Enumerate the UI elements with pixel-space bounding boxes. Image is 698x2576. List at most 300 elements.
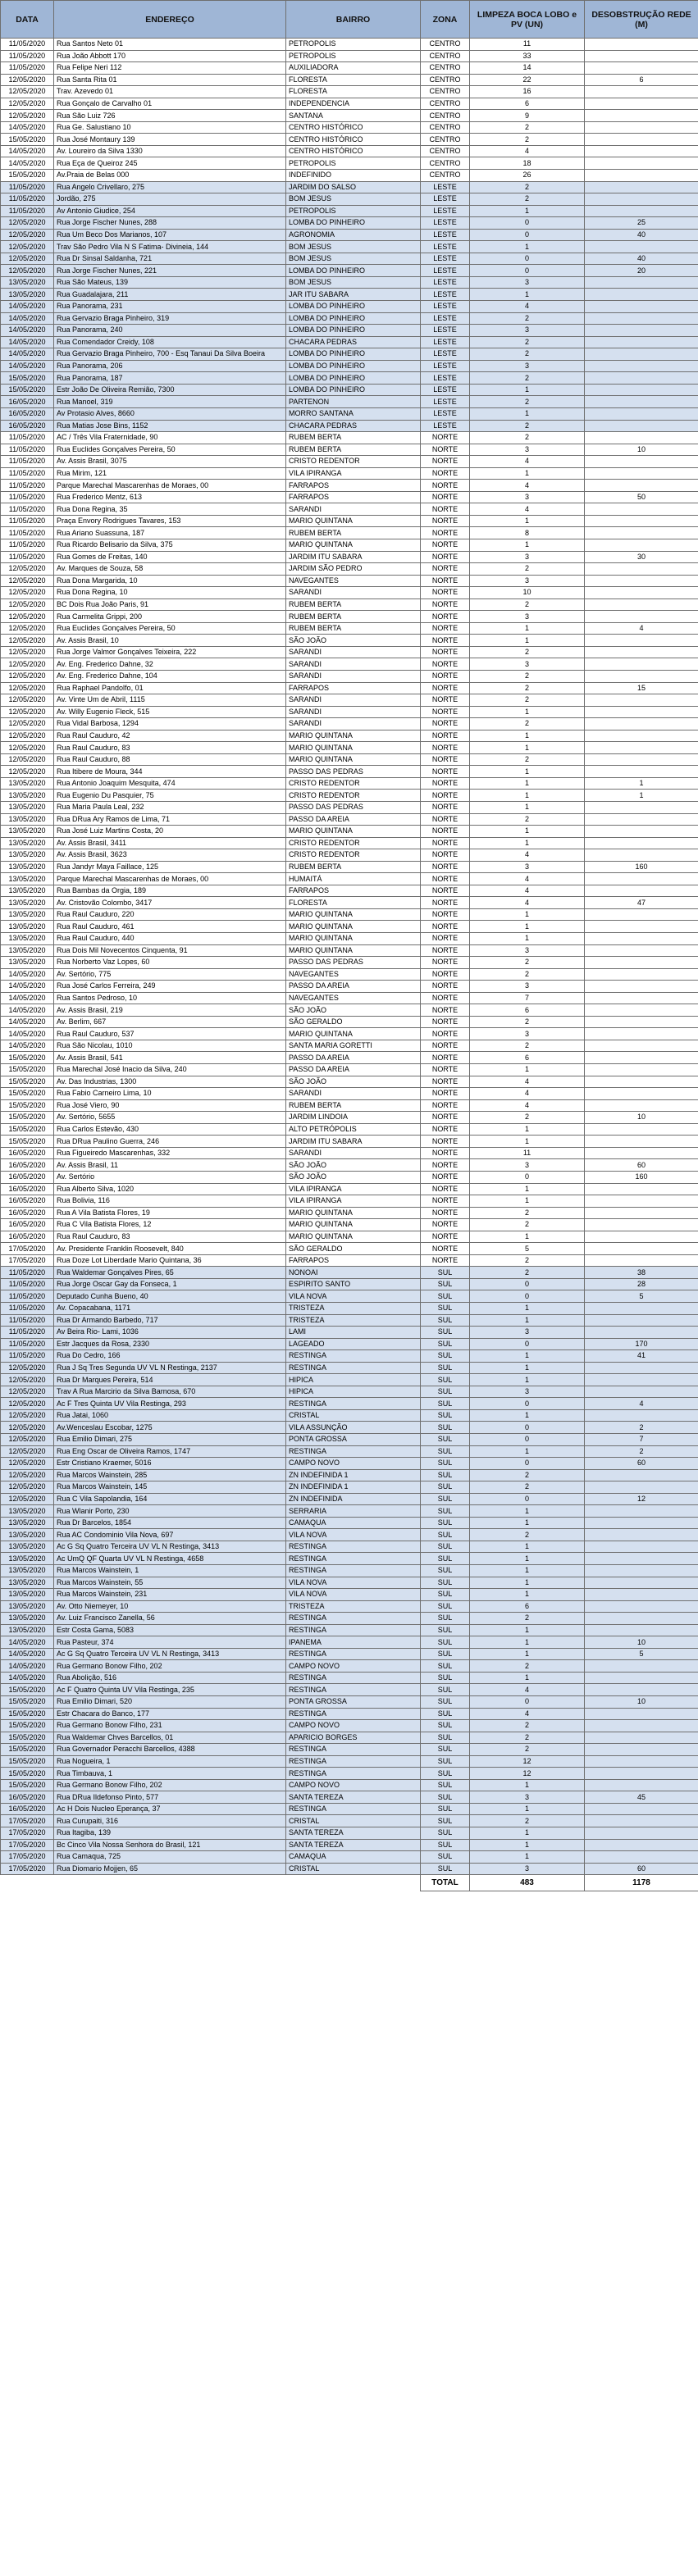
cell-zone: SUL <box>421 1433 470 1445</box>
cell-address: Av. Assis Brasil, 219 <box>54 1004 286 1017</box>
cell-clearing <box>585 205 698 217</box>
cell-neighborhood: JARDIM LINDOIA <box>286 1112 421 1124</box>
table-body <box>1 39 698 1875</box>
cell-neighborhood: SARANDI <box>286 706 421 718</box>
cell-zone: NORTE <box>421 766 470 778</box>
table-row <box>1 753 698 766</box>
cell-zone: LESTE <box>421 217 470 230</box>
cell-neighborhood: LOMBA DO PINHEIRO <box>286 301 421 313</box>
cell-zone: NORTE <box>421 968 470 981</box>
cell-cleaning: 1 <box>470 1231 585 1243</box>
cell-date: 13/05/2020 <box>1 837 54 849</box>
cell-clearing <box>585 1481 698 1494</box>
table-row <box>1 336 698 348</box>
cell-neighborhood: ESPIRITO SANTO <box>286 1278 421 1290</box>
cell-address: Rua Dr Barcelos, 1854 <box>54 1517 286 1529</box>
cell-neighborhood: SÃO JOÃO <box>286 1159 421 1172</box>
cell-zone: SUL <box>421 1505 470 1518</box>
cell-clearing <box>585 1028 698 1040</box>
cell-address: Ac H Dois Nucleo Eperança, 37 <box>54 1803 286 1815</box>
cell-date: 11/05/2020 <box>1 527 54 539</box>
cell-cleaning: 14 <box>470 62 585 75</box>
cell-zone: SUL <box>421 1624 470 1636</box>
table-row <box>1 730 698 742</box>
cell-cleaning: 2 <box>470 121 585 134</box>
table-row <box>1 193 698 206</box>
cell-clearing <box>585 813 698 826</box>
cell-address: Rua Ge. Salustiano 10 <box>54 121 286 134</box>
cell-cleaning: 1 <box>470 241 585 253</box>
cell-date: 14/05/2020 <box>1 157 54 170</box>
table-row <box>1 1112 698 1124</box>
cell-date: 14/05/2020 <box>1 968 54 981</box>
cell-clearing <box>585 527 698 539</box>
cell-neighborhood: RUBEM BERTA <box>286 527 421 539</box>
cell-clearing: 1 <box>585 790 698 802</box>
cell-clearing <box>585 420 698 432</box>
cell-address: Rua João Abbott 170 <box>54 50 286 62</box>
total-row <box>1 1875 698 1891</box>
cell-neighborhood: SARANDI <box>286 1088 421 1100</box>
cell-cleaning: 4 <box>470 873 585 885</box>
cell-zone: NORTE <box>421 1028 470 1040</box>
cell-cleaning: 1 <box>470 1839 585 1851</box>
header-clearing: DESOBSTRUÇÃO REDE (M) <box>585 1 698 39</box>
cell-date: 14/05/2020 <box>1 1648 54 1660</box>
table-row <box>1 944 698 957</box>
cell-cleaning: 1 <box>470 1362 585 1374</box>
cell-clearing: 15 <box>585 682 698 694</box>
cell-cleaning: 3 <box>470 1028 585 1040</box>
cell-zone: NORTE <box>421 1183 470 1195</box>
cell-address: Rua Euclides Gonçalves Pereira, 50 <box>54 622 286 635</box>
cell-neighborhood: RESTINGA <box>286 1565 421 1577</box>
cell-clearing <box>585 944 698 957</box>
cell-clearing <box>585 1088 698 1100</box>
cell-neighborhood: VILA NOVA <box>286 1529 421 1541</box>
cell-date: 11/05/2020 <box>1 1327 54 1339</box>
cell-clearing <box>585 289 698 301</box>
table-row <box>1 456 698 468</box>
cell-clearing <box>585 1827 698 1840</box>
cell-cleaning: 2 <box>470 563 585 576</box>
cell-clearing <box>585 921 698 933</box>
cell-cleaning: 4 <box>470 1684 585 1696</box>
cell-cleaning: 1 <box>470 205 585 217</box>
table-row <box>1 1600 698 1613</box>
table-row <box>1 1088 698 1100</box>
table-row <box>1 1136 698 1148</box>
cell-date: 16/05/2020 <box>1 1183 54 1195</box>
cell-zone: SUL <box>421 1755 470 1768</box>
cell-address: Av. Presidente Franklin Roosevelt, 840 <box>54 1243 286 1255</box>
cell-date: 14/05/2020 <box>1 121 54 134</box>
table-row <box>1 968 698 981</box>
cell-cleaning: 2 <box>470 1660 585 1673</box>
cell-neighborhood: VILA NOVA <box>286 1589 421 1601</box>
table-row <box>1 1529 698 1541</box>
cell-cleaning: 1 <box>470 515 585 527</box>
table-row <box>1 467 698 480</box>
cell-zone: NORTE <box>421 790 470 802</box>
table-row <box>1 622 698 635</box>
cell-clearing <box>585 1207 698 1219</box>
cell-cleaning: 1 <box>470 1505 585 1518</box>
cell-neighborhood: CAMPO NOVO <box>286 1660 421 1673</box>
cell-neighborhood: TRISTEZA <box>286 1302 421 1314</box>
cell-address: Rua Raul Cauduro, 83 <box>54 742 286 754</box>
cell-date: 15/05/2020 <box>1 1052 54 1064</box>
cell-zone: NORTE <box>421 670 470 682</box>
cell-date: 16/05/2020 <box>1 1147 54 1159</box>
cell-cleaning: 0 <box>470 217 585 230</box>
table-row <box>1 635 698 647</box>
cell-clearing: 10 <box>585 444 698 456</box>
table-row <box>1 1327 698 1339</box>
cell-cleaning: 0 <box>470 1278 585 1290</box>
cell-cleaning: 2 <box>470 1219 585 1231</box>
cell-clearing <box>585 1469 698 1481</box>
cell-cleaning: 3 <box>470 658 585 671</box>
table-row <box>1 1147 698 1159</box>
cell-date: 13/05/2020 <box>1 1624 54 1636</box>
cell-cleaning: 2 <box>470 598 585 611</box>
cell-zone: SUL <box>421 1720 470 1732</box>
cell-address: Trav São Pedro Vila N S Fatima- Divineia, 144 <box>54 241 286 253</box>
cell-date: 15/05/2020 <box>1 1744 54 1756</box>
cell-clearing <box>585 1815 698 1827</box>
table-row <box>1 1028 698 1040</box>
cell-cleaning: 2 <box>470 372 585 385</box>
table-row <box>1 826 698 838</box>
table-row <box>1 312 698 325</box>
cell-date: 17/05/2020 <box>1 1827 54 1840</box>
cell-date: 12/05/2020 <box>1 622 54 635</box>
cell-date: 12/05/2020 <box>1 611 54 623</box>
cell-cleaning: 8 <box>470 527 585 539</box>
cell-zone: NORTE <box>421 885 470 897</box>
table-row <box>1 1469 698 1481</box>
cell-neighborhood: PETROPOLIS <box>286 39 421 51</box>
cell-cleaning: 3 <box>470 944 585 957</box>
cell-cleaning: 1 <box>470 730 585 742</box>
cell-clearing <box>585 39 698 51</box>
cell-cleaning: 2 <box>470 1016 585 1028</box>
cell-date: 13/05/2020 <box>1 849 54 862</box>
cell-date: 14/05/2020 <box>1 1004 54 1017</box>
cell-date: 12/05/2020 <box>1 1458 54 1470</box>
cell-address: Rua Mirim, 121 <box>54 467 286 480</box>
table-row <box>1 407 698 420</box>
cell-date: 14/05/2020 <box>1 325 54 337</box>
cell-zone: SUL <box>421 1696 470 1709</box>
cell-clearing <box>585 1076 698 1088</box>
cell-address: Rua Germano Bonow Filho, 202 <box>54 1779 286 1791</box>
cell-cleaning: 1 <box>470 742 585 754</box>
cell-cleaning: 3 <box>470 1159 585 1172</box>
cell-cleaning: 2 <box>470 432 585 444</box>
cell-cleaning: 2 <box>470 1720 585 1732</box>
cell-address: Rua Pasteur, 374 <box>54 1636 286 1649</box>
cell-cleaning: 3 <box>470 551 585 563</box>
cell-address: Rua J Sq Tres Segunda UV VL N Restinga, 2137 <box>54 1362 286 1374</box>
cell-neighborhood: PARTENON <box>286 396 421 408</box>
cell-cleaning: 1 <box>470 1314 585 1327</box>
cell-date: 16/05/2020 <box>1 407 54 420</box>
cell-address: Rua DRua Ildefonso Pinto, 577 <box>54 1791 286 1804</box>
cell-clearing <box>585 515 698 527</box>
cell-zone: SUL <box>421 1398 470 1410</box>
cell-date: 15/05/2020 <box>1 1112 54 1124</box>
cell-cleaning: 0 <box>470 253 585 265</box>
cell-clearing <box>585 1851 698 1864</box>
table-row <box>1 1458 698 1470</box>
cell-address: Rua Governador Peracchi Barcellos, 4388 <box>54 1744 286 1756</box>
cell-address: Av. Willy Eugenio Fleck, 515 <box>54 706 286 718</box>
table-row <box>1 1791 698 1804</box>
cell-address: Av. Copacabana, 1171 <box>54 1302 286 1314</box>
table-row <box>1 384 698 396</box>
cell-date: 14/05/2020 <box>1 1028 54 1040</box>
cell-address: Rua Dr Sinsal Saldanha, 721 <box>54 253 286 265</box>
cell-clearing <box>585 1505 698 1518</box>
cell-address: Rua Dona Margarida, 10 <box>54 575 286 587</box>
cell-date: 11/05/2020 <box>1 1350 54 1363</box>
cell-address: Ac G Sq Quatro Terceira UV VL N Restinga, 3413 <box>54 1648 286 1660</box>
cell-clearing <box>585 575 698 587</box>
table-row <box>1 1493 698 1505</box>
cell-zone: LESTE <box>421 205 470 217</box>
cell-clearing <box>585 802 698 814</box>
cell-cleaning: 2 <box>470 193 585 206</box>
cell-clearing <box>585 730 698 742</box>
table-row <box>1 1350 698 1363</box>
cell-zone: NORTE <box>421 432 470 444</box>
cell-address: Parque Marechal Mascarenhas de Moraes, 00 <box>54 480 286 492</box>
cell-clearing <box>585 145 698 157</box>
cell-cleaning: 5 <box>470 1243 585 1255</box>
cell-cleaning: 1 <box>470 1779 585 1791</box>
cell-date: 12/05/2020 <box>1 575 54 587</box>
cell-neighborhood: CAMPO NOVO <box>286 1458 421 1470</box>
cell-neighborhood: PASSO DAS PEDRAS <box>286 802 421 814</box>
cell-cleaning: 2 <box>470 968 585 981</box>
cell-address: Ac UmQ QF Quarta UV VL N Restinga, 4658 <box>54 1553 286 1565</box>
cell-cleaning: 2 <box>470 1744 585 1756</box>
cell-zone: CENTRO <box>421 62 470 75</box>
cell-zone: NORTE <box>421 658 470 671</box>
cell-cleaning: 4 <box>470 1708 585 1720</box>
cell-zone: CENTRO <box>421 86 470 98</box>
cell-date: 15/05/2020 <box>1 1136 54 1148</box>
cell-date: 11/05/2020 <box>1 456 54 468</box>
cell-zone: SUL <box>421 1827 470 1840</box>
cell-address: Rua Ariano Suassuna, 187 <box>54 527 286 539</box>
cell-clearing: 47 <box>585 897 698 909</box>
cell-address: Rua Vidal Barbosa, 1294 <box>54 718 286 730</box>
cell-date: 15/05/2020 <box>1 372 54 385</box>
table-row <box>1 253 698 265</box>
cell-date: 11/05/2020 <box>1 467 54 480</box>
table-row <box>1 1254 698 1267</box>
cell-address: Rua Carlos Estevão, 430 <box>54 1123 286 1136</box>
cell-clearing <box>585 360 698 372</box>
cell-date: 14/05/2020 <box>1 360 54 372</box>
cell-zone: SUL <box>421 1648 470 1660</box>
cell-zone: NORTE <box>421 908 470 921</box>
cell-neighborhood: RUBEM BERTA <box>286 861 421 873</box>
cell-zone: NORTE <box>421 480 470 492</box>
cell-clearing: 12 <box>585 1493 698 1505</box>
cell-address: Rua Germano Bonow Filho, 231 <box>54 1720 286 1732</box>
cell-zone: NORTE <box>421 718 470 730</box>
cell-date: 12/05/2020 <box>1 1362 54 1374</box>
cell-neighborhood: RUBEM BERTA <box>286 611 421 623</box>
cell-neighborhood: LAMI <box>286 1327 421 1339</box>
cell-clearing <box>585 62 698 75</box>
table-row <box>1 1267 698 1279</box>
cell-neighborhood: FARRAPOS <box>286 885 421 897</box>
cell-zone: NORTE <box>421 622 470 635</box>
cell-clearing: 10 <box>585 1112 698 1124</box>
cell-date: 15/05/2020 <box>1 1696 54 1709</box>
cell-clearing <box>585 1553 698 1565</box>
cell-address: Rua Euclides Gonçalves Pereira, 50 <box>54 444 286 456</box>
cell-neighborhood: VILA IPIRANGA <box>286 1195 421 1208</box>
cell-neighborhood: LOMBA DO PINHEIRO <box>286 384 421 396</box>
cell-date: 12/05/2020 <box>1 706 54 718</box>
cell-zone: SUL <box>421 1517 470 1529</box>
cell-clearing: 40 <box>585 229 698 241</box>
cell-neighborhood: LAGEADO <box>286 1338 421 1350</box>
cell-address: Rua Norberto Vaz Lopes, 60 <box>54 957 286 969</box>
table-row <box>1 1505 698 1518</box>
cell-neighborhood: RUBEM BERTA <box>286 1099 421 1112</box>
cell-cleaning: 3 <box>470 276 585 289</box>
cell-neighborhood: CRISTO REDENTOR <box>286 849 421 862</box>
cell-clearing <box>585 1136 698 1148</box>
table-row <box>1 1362 698 1374</box>
cell-date: 12/05/2020 <box>1 241 54 253</box>
cell-clearing <box>585 1589 698 1601</box>
cell-date: 13/05/2020 <box>1 1505 54 1518</box>
total-cleaning: 483 <box>470 1875 585 1891</box>
table-row <box>1 1636 698 1649</box>
cell-address: Rua Jandyr Maya Faillace, 125 <box>54 861 286 873</box>
cell-date: 11/05/2020 <box>1 50 54 62</box>
cell-zone: NORTE <box>421 802 470 814</box>
cell-date: 15/05/2020 <box>1 1768 54 1780</box>
cell-address: Trav. Azevedo 01 <box>54 86 286 98</box>
cell-address: Rua José Carlos Ferreira, 249 <box>54 981 286 993</box>
cell-zone: NORTE <box>421 611 470 623</box>
table-row <box>1 1231 698 1243</box>
cell-address: Rua Raphael Pandolfo, 01 <box>54 682 286 694</box>
cell-date: 16/05/2020 <box>1 1207 54 1219</box>
table-row <box>1 1696 698 1709</box>
cell-date: 13/05/2020 <box>1 1529 54 1541</box>
cell-cleaning: 1 <box>470 1409 585 1422</box>
cell-date: 15/05/2020 <box>1 1720 54 1732</box>
cell-zone: CENTRO <box>421 157 470 170</box>
cell-date: 11/05/2020 <box>1 193 54 206</box>
cell-address: Rua Do Cedro, 166 <box>54 1350 286 1363</box>
cell-zone: NORTE <box>421 1040 470 1052</box>
cell-cleaning: 1 <box>470 837 585 849</box>
cell-address: Praça Envory Rodrigues Tavares, 153 <box>54 515 286 527</box>
table-row <box>1 1803 698 1815</box>
cell-neighborhood: PONTA GROSSA <box>286 1696 421 1709</box>
cell-zone: SUL <box>421 1839 470 1851</box>
table-row <box>1 74 698 86</box>
total-spacer <box>1 1875 421 1891</box>
cell-neighborhood: LOMBA DO PINHEIRO <box>286 360 421 372</box>
cell-date: 11/05/2020 <box>1 1338 54 1350</box>
cell-neighborhood: MARIO QUINTANA <box>286 742 421 754</box>
cell-neighborhood: RESTINGA <box>286 1350 421 1363</box>
cell-cleaning: 1 <box>470 1183 585 1195</box>
table-row <box>1 229 698 241</box>
cell-address: Rua Raul Cauduro, 537 <box>54 1028 286 1040</box>
cell-cleaning: 1 <box>470 706 585 718</box>
cell-clearing: 1 <box>585 777 698 790</box>
cell-address: Av Antonio Giudice, 254 <box>54 205 286 217</box>
cell-address: Av. Assis Brasil, 541 <box>54 1052 286 1064</box>
cell-neighborhood: MARIO QUINTANA <box>286 1207 421 1219</box>
cell-cleaning: 1 <box>470 790 585 802</box>
cell-date: 17/05/2020 <box>1 1815 54 1827</box>
cell-date: 13/05/2020 <box>1 276 54 289</box>
cell-cleaning: 3 <box>470 1863 585 1875</box>
cell-zone: SUL <box>421 1613 470 1625</box>
table-row <box>1 1386 698 1398</box>
table-row <box>1 491 698 503</box>
cell-zone: NORTE <box>421 897 470 909</box>
cell-zone: NORTE <box>421 777 470 790</box>
cell-date: 15/05/2020 <box>1 1732 54 1744</box>
cell-clearing <box>585 503 698 516</box>
cell-clearing <box>585 694 698 707</box>
cell-date: 12/05/2020 <box>1 730 54 742</box>
cell-clearing <box>585 1099 698 1112</box>
cell-clearing <box>585 276 698 289</box>
cell-date: 11/05/2020 <box>1 551 54 563</box>
cell-clearing <box>585 86 698 98</box>
table-row <box>1 1219 698 1231</box>
cell-date: 13/05/2020 <box>1 1541 54 1553</box>
cell-address: Av. Vinte Um de Abril, 1115 <box>54 694 286 707</box>
cell-address: Rua Dr Marques Pereira, 514 <box>54 1374 286 1386</box>
table-row <box>1 170 698 182</box>
cell-zone: LESTE <box>421 325 470 337</box>
cell-cleaning: 0 <box>470 1458 585 1470</box>
cell-cleaning: 4 <box>470 503 585 516</box>
cell-date: 11/05/2020 <box>1 432 54 444</box>
cell-zone: LESTE <box>421 372 470 385</box>
cell-zone: NORTE <box>421 646 470 658</box>
cell-address: Rua São Luiz 726 <box>54 110 286 122</box>
cell-date: 12/05/2020 <box>1 217 54 230</box>
cell-cleaning: 1 <box>470 384 585 396</box>
cell-address: Rua A Vila Batista Flores, 19 <box>54 1207 286 1219</box>
cell-address: Rua Jorge Fischer Nunes, 221 <box>54 265 286 277</box>
cell-neighborhood: PASSO DA AREIA <box>286 1064 421 1076</box>
cell-address: Rua Gomes de Freitas, 140 <box>54 551 286 563</box>
cell-date: 11/05/2020 <box>1 1302 54 1314</box>
cell-address: Ac F Quatro Quinta UV Vila Restinga, 235 <box>54 1684 286 1696</box>
cell-date: 12/05/2020 <box>1 766 54 778</box>
cell-zone: SUL <box>421 1267 470 1279</box>
